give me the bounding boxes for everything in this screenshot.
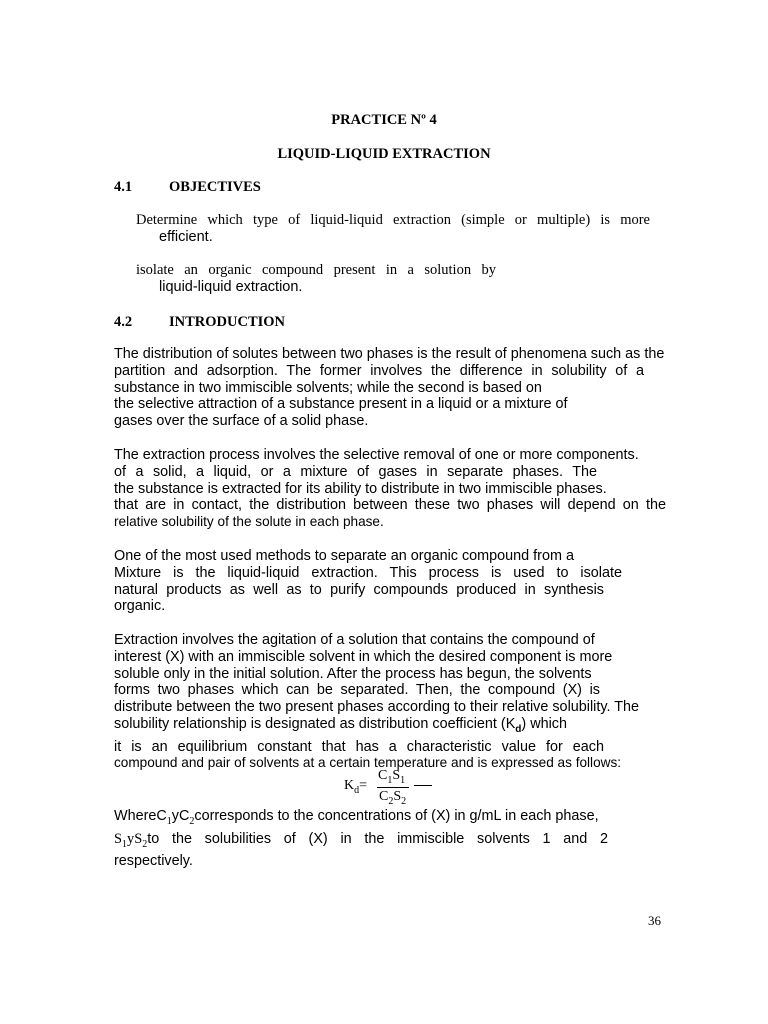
- paragraph: [114, 346, 674, 430]
- paragraph-line: the substance is extracted for its ability to distribute in two immiscible phases.: [114, 480, 607, 497]
- objective-item: [136, 212, 650, 246]
- section-title: OBJECTIVES: [169, 179, 261, 195]
- paragraph-line: organic.: [114, 598, 166, 615]
- objective-line: liquid-liquid extraction.: [159, 279, 303, 295]
- paragraph-line: The distribution of solutes between two phases is the result of phenomena such as the: [114, 346, 665, 362]
- paragraph-line: [114, 716, 674, 739]
- paragraph-line: $WhereC_1yC_2corresponds$ to the concentrations of (X) in g/mL in each phase,: [114, 808, 599, 827]
- paragraph-line: distribute between the two present phases according to their relative solubility. The: [114, 699, 640, 716]
- paragraph-line: One of the most used methods to separate an organic compound from a: [114, 548, 574, 564]
- paragraph-line: partition and adsorption. The former involves the difference in solubility of a: [114, 362, 644, 379]
- paragraph-line: that are in contact, the distribution between these two phases will depend on the: [114, 497, 666, 514]
- section-heading-introduction: [114, 314, 285, 331]
- section-heading-objectives: [114, 179, 261, 196]
- document-title: LIQUID-LIQUID EXTRACTION: [277, 146, 491, 162]
- formula-lhs: $K_d=$: [344, 778, 368, 796]
- kd-tail: ) which: [521, 715, 567, 732]
- paragraph: [114, 632, 674, 772]
- paragraph-line: soluble only in the initial solution. After the process has begun, the solvents: [114, 665, 592, 682]
- paragraph-line: $S_1yS_2$ to the solubilities of (X) in the immiscible solvents 1 and 2: [114, 830, 608, 850]
- fraction-bar: [377, 787, 409, 788]
- paragraph-line: the selective attraction of a substance present in a liquid or a mixture of: [114, 396, 568, 413]
- page-number: 36: [648, 913, 661, 928]
- paragraph-line: it is an equilibrium constant that has a characteristic value for each: [114, 738, 604, 755]
- kd-text: solubility relationship is designated as distribution coefficient (K: [114, 715, 516, 732]
- paragraph-line: forms two phases which can be separated. Then, the compound (X) is: [114, 682, 600, 699]
- objective-line: Determine which type of liquid-liquid extraction (simple or multiple) is more: [136, 212, 650, 228]
- section-title: INTRODUCTION: [169, 314, 286, 330]
- paragraph-line: The extraction process involves the selective removal of one or more components.: [114, 447, 639, 463]
- formula-denominator: $C_2S_2$: [379, 789, 407, 807]
- paragraph-line: Mixture is the liquid-liquid extraction. This process is used to isolate: [114, 564, 622, 581]
- formula-blank: [414, 785, 432, 786]
- paragraph: [114, 447, 674, 531]
- objective-line: isolate an organic compound present in a solution by: [136, 262, 496, 278]
- paragraph: [114, 548, 674, 615]
- objective-line: efficient.: [159, 229, 213, 245]
- section-number: 4.2: [114, 314, 133, 330]
- section-number: 4.1: [114, 179, 133, 195]
- paragraph-line: gases over the surface of a solid phase.: [114, 413, 369, 430]
- paragraph-line: interest (X) with an immiscible solvent in which the desired component is more: [114, 648, 613, 665]
- paragraph-line: respectively.: [114, 853, 193, 870]
- kd-subscript: d: [515, 723, 522, 735]
- paragraph: [114, 808, 634, 870]
- paragraph-line: substance in two immiscible solvents; while the second is based on: [114, 379, 542, 396]
- objective-item: [136, 262, 496, 296]
- paragraph-line: of a solid, a liquid, or a mixture of gases in separate phases. The: [114, 463, 597, 480]
- paragraph-line: Extraction involves the agitation of a solution that contains the compound of: [114, 632, 595, 648]
- formula-numerator: $C_1S_1$: [378, 768, 406, 786]
- paragraph-line: compound and pair of solvents at a certain temperature and is expressed as follows:: [114, 755, 622, 771]
- paragraph-line: natural products as well as to purify compounds produced in synthesis: [114, 581, 604, 598]
- practice-number: PRACTICE Nº 4: [331, 112, 437, 128]
- paragraph-line: relative solubility of the solute in each phase.: [114, 514, 384, 530]
